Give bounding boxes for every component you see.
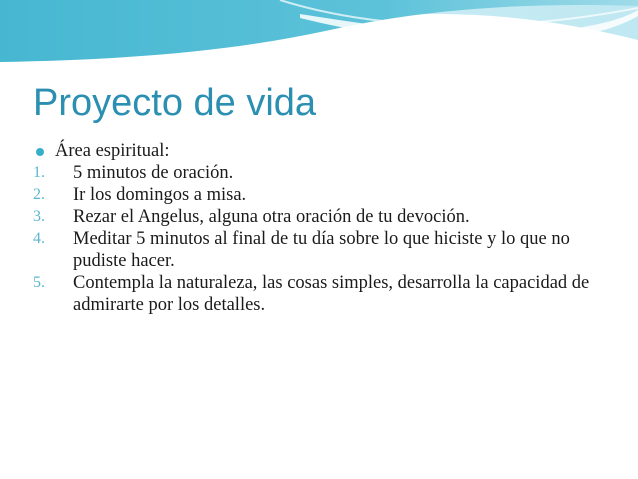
- bullet-dot-icon: [36, 148, 44, 156]
- list-item: [0, 206, 620, 228]
- bullet-heading: [0, 140, 620, 162]
- list-item: [0, 272, 620, 316]
- wave-header-decoration: [0, 0, 638, 80]
- list-item-text: Meditar 5 minutos al final de tu día sobre lo que hiciste y lo que no pudiste hacer.: [73, 229, 570, 271]
- list-item-text: 5 minutos de oración.: [73, 163, 234, 183]
- list-item-number: 2.: [33, 186, 45, 203]
- list-item-number: 4.: [33, 230, 45, 247]
- list-item-number: 3.: [33, 208, 45, 225]
- list-item-text: Contempla la naturaleza, las cosas simples, desarrolla la capacidad de admirarte por los detalles.: [73, 273, 590, 315]
- list-item: [0, 162, 620, 184]
- list-item-text: Ir los domingos a misa.: [73, 185, 247, 205]
- slide-title: Proyecto de vida: [33, 82, 317, 124]
- list-item-number: 1.: [33, 164, 45, 181]
- list-item-text: Rezar el Angelus, alguna otra oración de tu devoción.: [73, 207, 470, 227]
- slide-content: [0, 140, 620, 316]
- list-item-number: 5.: [33, 274, 45, 291]
- bullet-heading-text: Área espiritual:: [55, 141, 170, 161]
- list-item: [0, 184, 620, 206]
- list-item: [0, 228, 620, 272]
